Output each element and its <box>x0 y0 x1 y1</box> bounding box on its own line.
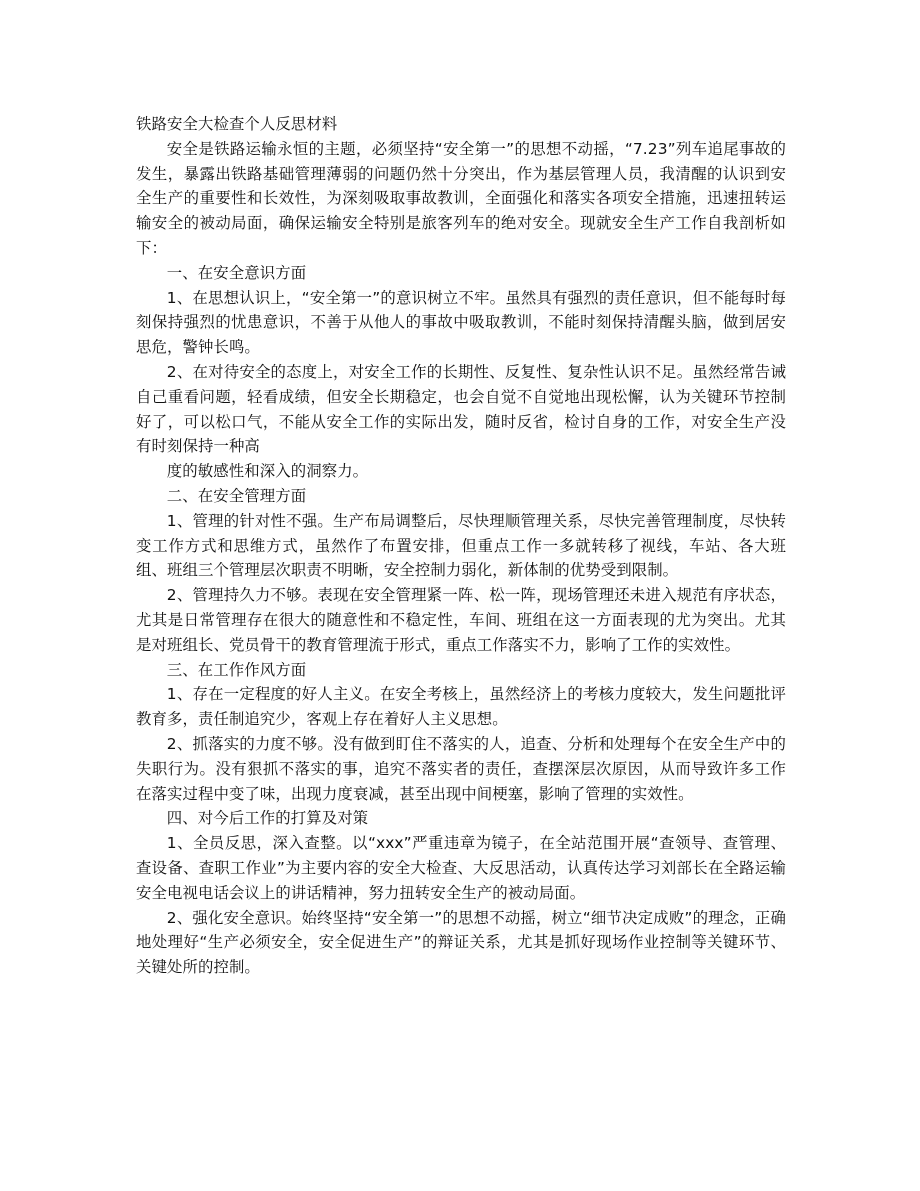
intro-paragraph: 安全是铁路运输永恒的主题，必须坚持“安全第一”的思想不动摇，“7.23”列车追尾事故的发生，暴露出铁路基础管理薄弱的问题仍然十分突出，作为基层管理人员，我清醒的认识到安全生产的重要性和长效性，为深刻吸取事故教训，全面强化和落实各项安全措施，迅速扭转运输安全的被动局面，确保运输安全特别是旅客列车的绝对安全。现就安全生产工作自我剖析如下： <box>136 139 786 257</box>
section-3-paragraph-1: 1、存在一定程度的好人主义。在安全考核上，虽然经济上的考核力度较大，发生问题批评教育多，责任制追究少，客观上存在着好人主义思想。 <box>136 685 786 729</box>
section-1-paragraph-2-continued: 度的敏感性和深入的洞察力。 <box>166 462 369 481</box>
document-body <box>136 112 786 980</box>
section-4-paragraph-1: 1、全员反思，深入查整。以“xxx”严重违章为镜子，在全站范围开展“查领导、查管理、查设备、查职工作业”为主要内容的安全大检查、大反思活动，认真传达学习刘部长在全路运输安全电视电话会议上的讲话精神，努力扭转安全生产的被动局面。 <box>136 834 786 902</box>
section-2-heading: 二、在安全管理方面 <box>166 486 307 505</box>
section-2-paragraph-1: 1、管理的针对性不强。生产布局调整后，尽快理顺管理关系，尽快完善管理制度，尽快转变工作方式和思维方式，虽然作了布置安排，但重点工作一多就转移了视线，车站、各大班组、班组三个管理层次职责不明晰，安全控制力弱化，新体制的优势受到限制。 <box>136 511 786 580</box>
section-1-heading: 一、在安全意识方面 <box>166 263 307 282</box>
section-4-paragraph-2: 2、强化安全意识。始终坚持“安全第一”的思想不动摇，树立“细节决定成败”的理念，正确地处理好“生产必须安全，安全促进生产”的辩证关系，尤其是抓好现场作业控制等关键环节、关键处所的控制。 <box>136 908 786 977</box>
section-2-paragraph-2: 2、管理持久力不够。表现在安全管理紧一阵、松一阵，现场管理还未进入规范有序状态，尤其是日常管理存在很大的随意性和不稳定性，车间、班组在这一方面表现的尤为突出。尤其是对班组长、党员骨干的教育管理流于形式，重点工作落实不力，影响了工作的实效性。 <box>136 586 786 654</box>
document-title: 铁路安全大检查个人反思材料 <box>136 115 338 133</box>
section-4-heading: 四、对今后工作的打算及对策 <box>166 809 369 828</box>
section-1-paragraph-2: 2、在对待安全的态度上，对安全工作的长期性、反复性、复杂性认识不足。虽然经常告诫自己重看问题，轻看成绩，但安全长期稳定，也会自觉不自觉地出现松懈，认为关键环节控制好了，可以松口气，不能从安全工作的实际出发，随时反省，检讨自身的工作，对安全生产没有时刻保持一种高 <box>136 362 786 456</box>
section-3-paragraph-2: 2、抓落实的力度不够。没有做到盯住不落实的人，追查、分析和处理每个在安全生产中的失职行为。没有狠抓不落实的事，追究不落实者的责任，查摆深层次原因，从而导致许多工作在落实过程中变了味，出现力度衰减，甚至出现中间梗塞，影响了管理的实效性。 <box>136 734 786 803</box>
section-1-paragraph-1: 1、在思想认识上，“安全第一”的意识树立不牢。虽然具有强烈的责任意识，但不能每时每刻保持强烈的忧患意识，不善于从他人的事故中吸取教训，不能时刻保持清醒头脑，做到居安思危，警钟长鸣。 <box>136 288 786 357</box>
section-3-heading: 三、在工作作风方面 <box>166 660 307 679</box>
